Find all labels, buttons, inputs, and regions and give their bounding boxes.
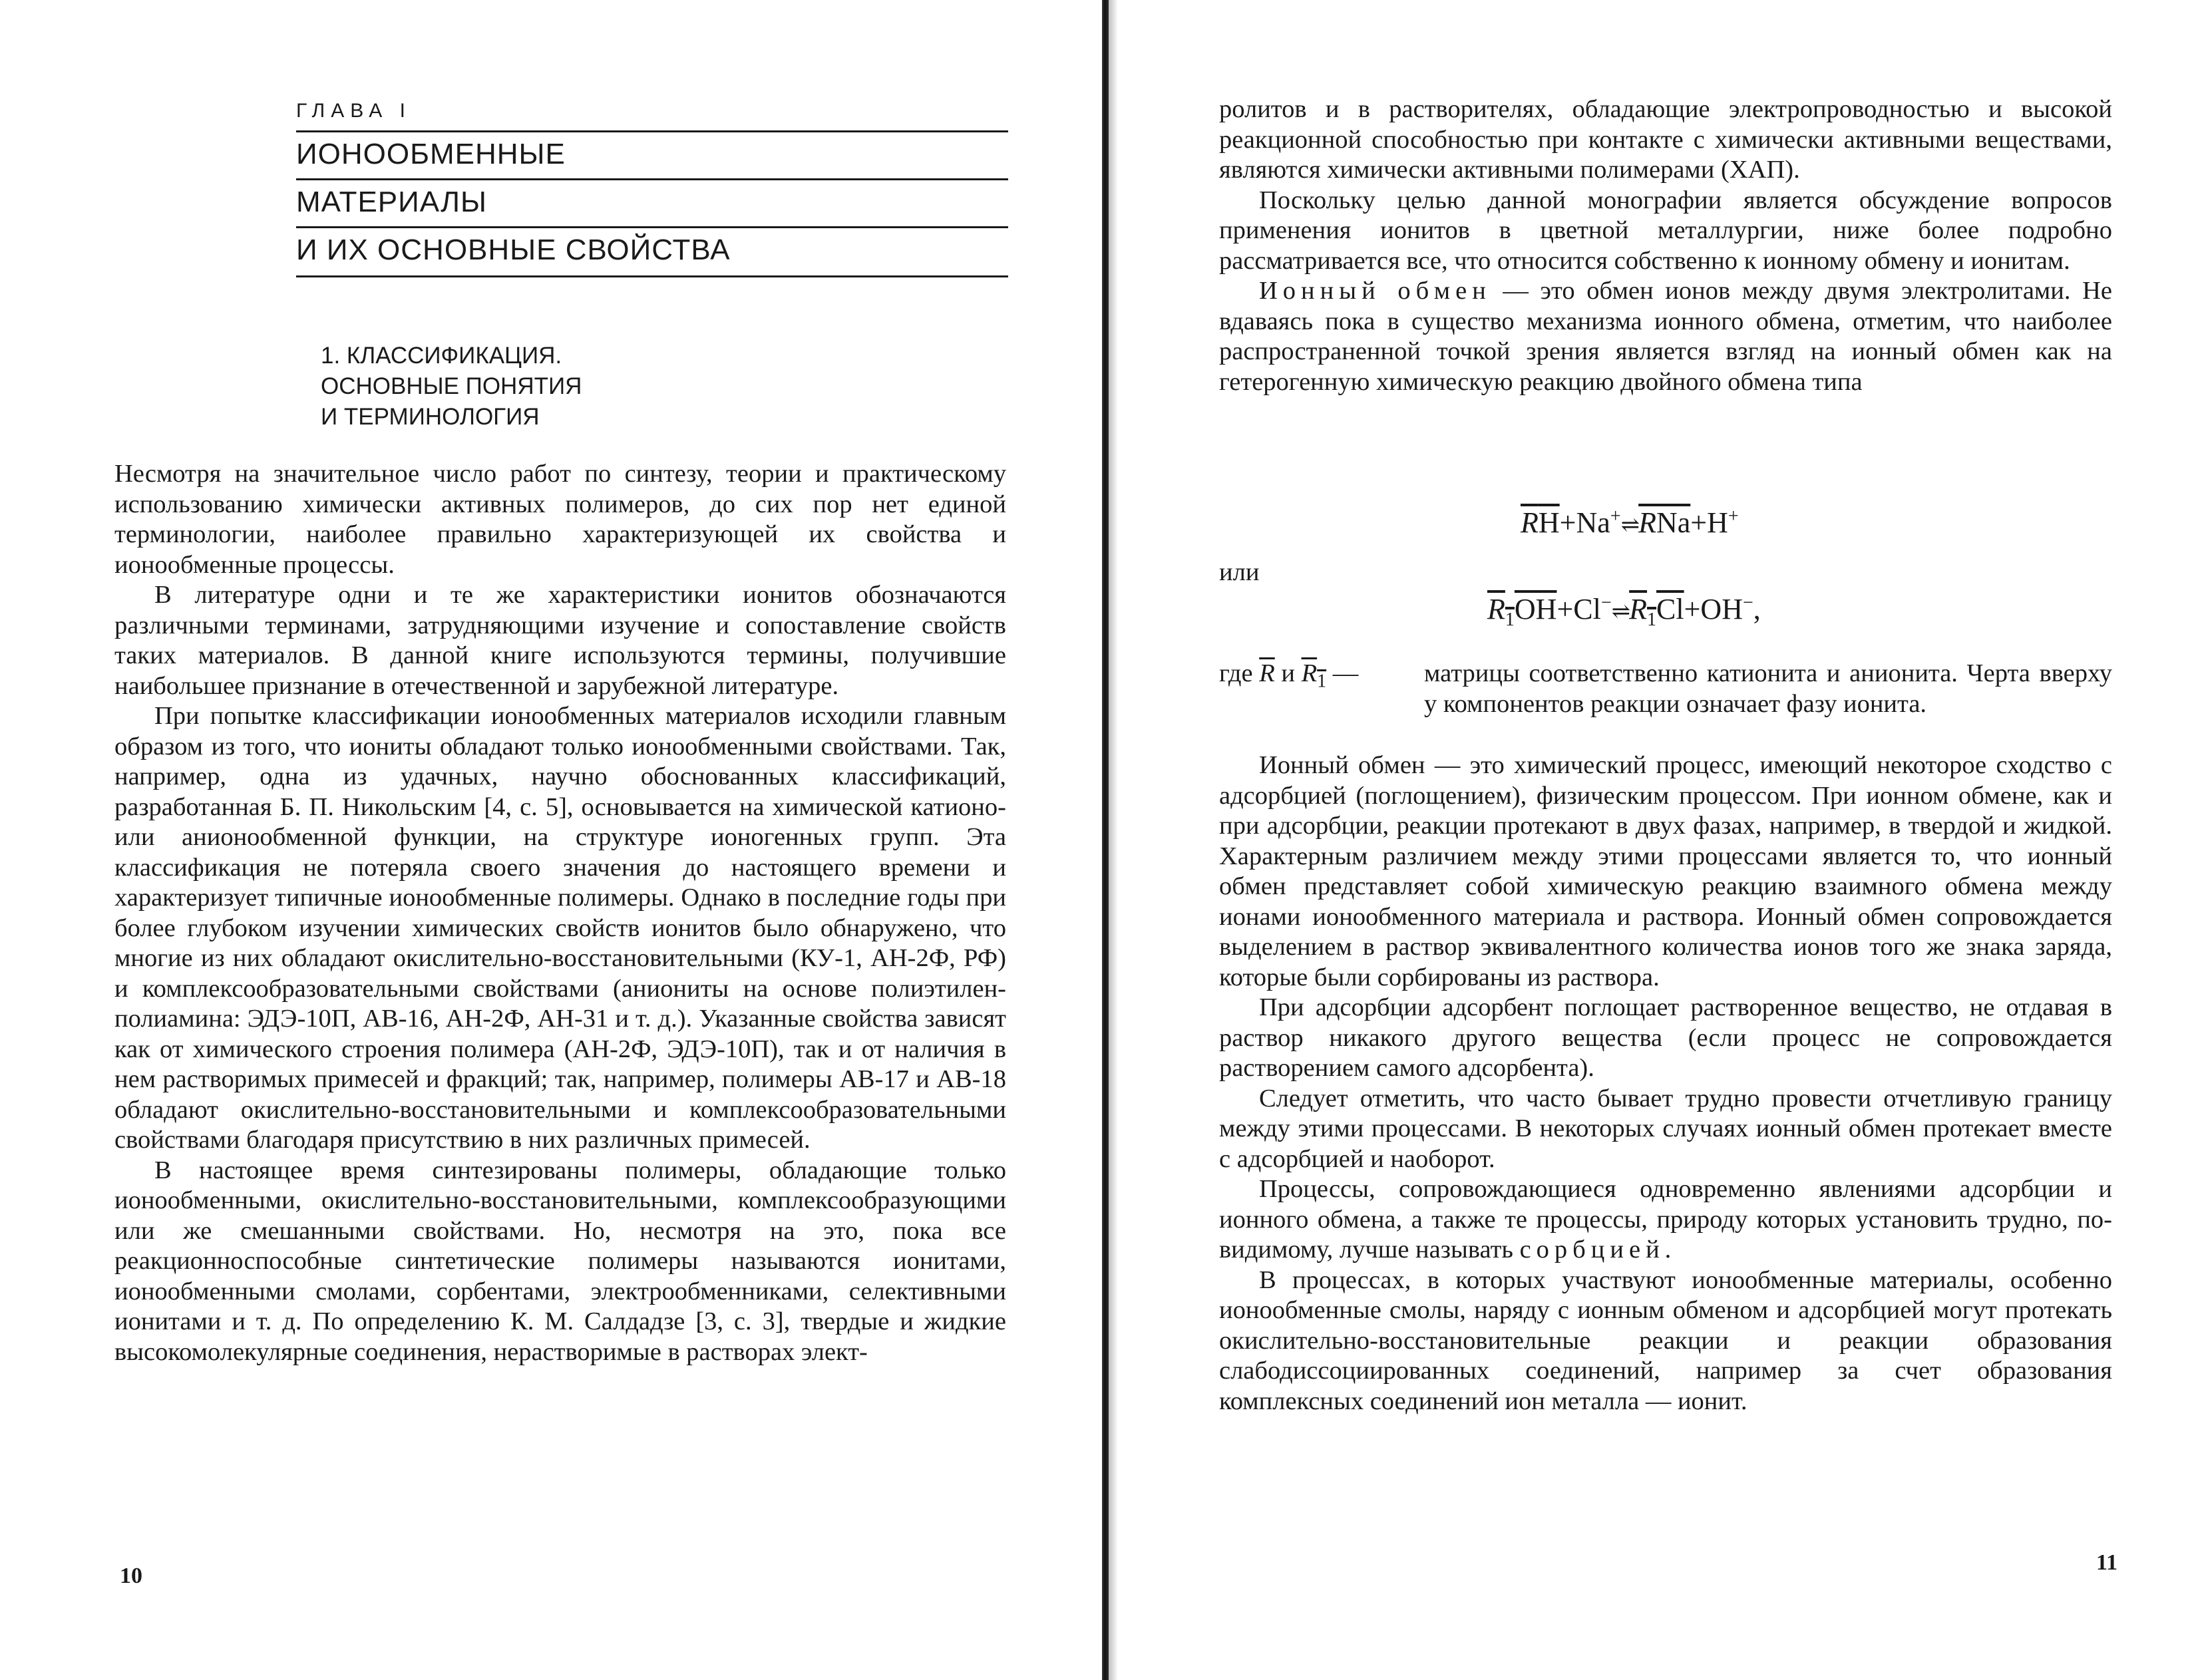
section-heading-line-1: 1. КЛАССИФИКАЦИЯ. bbox=[321, 343, 562, 369]
chapter-title-line-2: МАТЕРИАЛЫ bbox=[296, 186, 487, 218]
paragraph: Несмотря на значительное число работ по синтезу, теории и практическому использованию химически активных полимеров, до сих пор нет единой терминологии, наиболее правильно характеризующей их свойства и ионообменные процессы. bbox=[114, 460, 1006, 579]
where-prefix: где bbox=[1219, 659, 1253, 687]
chapter-title-line-3: И ИХ ОСНОВНЫЕ СВОЙСТВА bbox=[296, 234, 731, 266]
or-word: или bbox=[1219, 558, 1260, 586]
eq2-comma: , bbox=[1753, 593, 1761, 625]
paragraph: Ионный обмен — это химический процесс, имеющий некоторое сходство с адсорбцией (поглощением), физическим процессом. При ионном обмене, как и при адсорбции, реакции протекают в двух фазах, например, в твердой и жидкой. Характерным различием между этими процессами является то, что ионный обмен представляет собой химическую реакцию взаимного обмена между ионами ионообменного материала и раствора. Ионный обмен сопровождается выделением в раствор эквивалентного количества ионов того же знака заряда, которые были сорбированы из раствора. bbox=[1219, 751, 2112, 991]
chapter-label: ГЛАВА I bbox=[296, 100, 411, 122]
paragraph: При адсорбции адсорбент поглощает растворенное вещество, не отдавая в раствор никакого другого вещества (если процесс не сопровождается растворением самого адсорбента). bbox=[1219, 993, 2112, 1082]
where-dash: — bbox=[1332, 659, 1359, 687]
sorption-term: сорбцией. bbox=[1519, 1236, 1677, 1263]
eq2-plus-oh: +OH bbox=[1684, 593, 1743, 625]
paragraph: В настоящее время синтезированы полимеры, обладающие только ионообменными, окислительно-восстановительными, комплексообразующими или же смешанными свойствами. Но, несмотря на это, пока все реакционноспособные синтетические полимеры называются ионитами, ионообменными смолами, сорбентами, электрообменниками, селективными ионитами и т. д. По определению К. М. Салдадзе [3, с. 3], твердые и жидкие высокомолекулярные соединения, нерастворимые в растворах элект- bbox=[114, 1156, 1006, 1366]
ion-exchange-term: Ионный обмен bbox=[1259, 277, 1491, 305]
eq2-plus-cl: +Cl bbox=[1556, 593, 1601, 625]
gutter-shadow bbox=[1109, 0, 1118, 1680]
equation-anion-exchange bbox=[1487, 592, 1761, 631]
where-term bbox=[1219, 659, 1358, 697]
symbol-r1: $R_1$ bbox=[1301, 659, 1327, 692]
where-definition: матрицы соответственно катионита и анионита. Черта вверху у компонентов реакции означает фазу ионита. bbox=[1424, 659, 2112, 718]
title-rule bbox=[296, 178, 1008, 180]
paragraph-ion-exchange bbox=[1219, 276, 2112, 397]
equilibrium-arrows-icon: ⇌ bbox=[1611, 599, 1630, 624]
equation-cation-exchange bbox=[1521, 506, 1739, 540]
eq1-resin-na: RNa bbox=[1638, 506, 1691, 539]
paragraph: Поскольку целью данной монографии является обсуждение вопросов применения ионитов в цветной металлургии, ниже более подробно рассматривается все, что относится собственно к ионному обмену и ионитам. bbox=[1219, 186, 2112, 275]
section-heading-line-2: ОСНОВНЫЕ ПОНЯТИЯ bbox=[321, 373, 582, 399]
paragraph: В литературе одни и те же характеристики ионитов обозначаются различными терминами, затрудняющими изучение и сопоставление свойств таких материалов. В данной книге используются термины, получившие наибольшее признание в отечественной и зарубежной литературе. bbox=[114, 581, 1006, 700]
eq1-plus-h: +H bbox=[1690, 506, 1728, 539]
paragraph: В процессах, в которых участвуют ионообменные материалы, особенно ионообменные смолы, наряду с ионным обменом и адсорбцией могут протекать окислительно-восстановительные реакции и реакции образования слабодиссоциированных соединений, например за счет образования комплексных соединений ион металла — ионит. bbox=[1219, 1265, 2112, 1415]
ion-exchange-definition: — это обмен ионов между двумя электролитами. Не вдаваясь пока в существо механизма ионного обмена, отметим, что наиболее распространенной точкой зрения является взгляд на ионный обмен как на гетерогенную химическую реакцию двойного обмена типа bbox=[1219, 277, 2112, 396]
eq2-resin-cl: $R_1Cl$ bbox=[1629, 593, 1684, 630]
paragraph: При попытке классификации ионообменных материалов исходили главным образом из того, что иониты обладают только ионообменными свойствами. Так, например, одна из удачных, научно обоснованных классификаций, разработанная Б. П. Никольским [4, с. 5], основывается на химической катионо- или анионообменной функции, на структуре ионогенных групп. Эта классификация не потеряла своего значения до настоящего времени и характеризует типичные ионообменные полимеры. Однако в последние годы при более глубоком изучении химических свойств ионитов было обнаружено, что многие из них обладают окислительно-восстановительными (КУ-1, АН-2Ф, РФ) и комплексообразовательными свойствами (аниониты на основе полиэтилен-полиамина: ЭДЭ-10П, АВ-16, АН-2Ф, АН-31 и т. д.). Указанные свойства зависят как от химического строения полимера (АН-2Ф, ЭДЭ-10П), так и от наличия в нем растворимых примесей и фракций; так, например, полимеры АВ-17 и АВ-18 обладают окислительно-восстановительными и комплексообразовательными свойствами благодаря присутствию в них различных примесей. bbox=[114, 702, 1006, 1154]
book-gutter bbox=[1102, 0, 1109, 1680]
page-number-right: 11 bbox=[2096, 1550, 2118, 1575]
symbol-r: $\overline{R}$ bbox=[1259, 659, 1275, 687]
sorption-text: Процессы, сопровождающиеся одновременно явлениями адсорбции и ионного обмена, а также те процессы, природу которых установить трудно, по-видимому, лучше называть bbox=[1219, 1175, 2112, 1263]
left-page-body bbox=[114, 459, 1006, 1367]
paragraph: Следует отметить, что часто бывает трудно провести отчетливую границу между этими процессами. В некоторых случаях ионный обмен протекает вместе с адсорбцией и наоборот. bbox=[1219, 1084, 2112, 1173]
paragraph-sorption bbox=[1219, 1174, 2112, 1265]
eq1-plus-na: +Na bbox=[1559, 506, 1610, 539]
section-heading bbox=[321, 341, 787, 432]
paragraph: ролитов и в растворителях, обладающие электропроводностью и высокой реакционной способностью при контакте с химически активными веществами, являются химически активными полимерами (ХАП). bbox=[1219, 95, 2112, 184]
eq1-resin-h: RH bbox=[1521, 506, 1560, 539]
where-and: и bbox=[1281, 659, 1295, 687]
page-number-left: 10 bbox=[120, 1564, 142, 1588]
eq2-resin-oh: $R_1OH$ bbox=[1487, 593, 1557, 630]
eq2-charge: − bbox=[1742, 592, 1753, 613]
section-heading-line-3: И ТЕРМИНОЛОГИЯ bbox=[321, 404, 540, 430]
eq2-charge: − bbox=[1600, 592, 1612, 613]
right-page-body-top bbox=[1219, 94, 2112, 397]
right-page-body-bottom bbox=[1219, 751, 2112, 1417]
equilibrium-arrows-icon: ⇌ bbox=[1620, 513, 1639, 538]
chapter-title-line-1: ИОНООБМЕННЫЕ bbox=[296, 138, 566, 170]
eq1-charge: + bbox=[1728, 506, 1739, 527]
title-rule bbox=[296, 130, 1008, 132]
title-rule bbox=[296, 226, 1008, 228]
title-rule bbox=[296, 275, 1008, 277]
eq1-charge: + bbox=[1610, 506, 1621, 527]
